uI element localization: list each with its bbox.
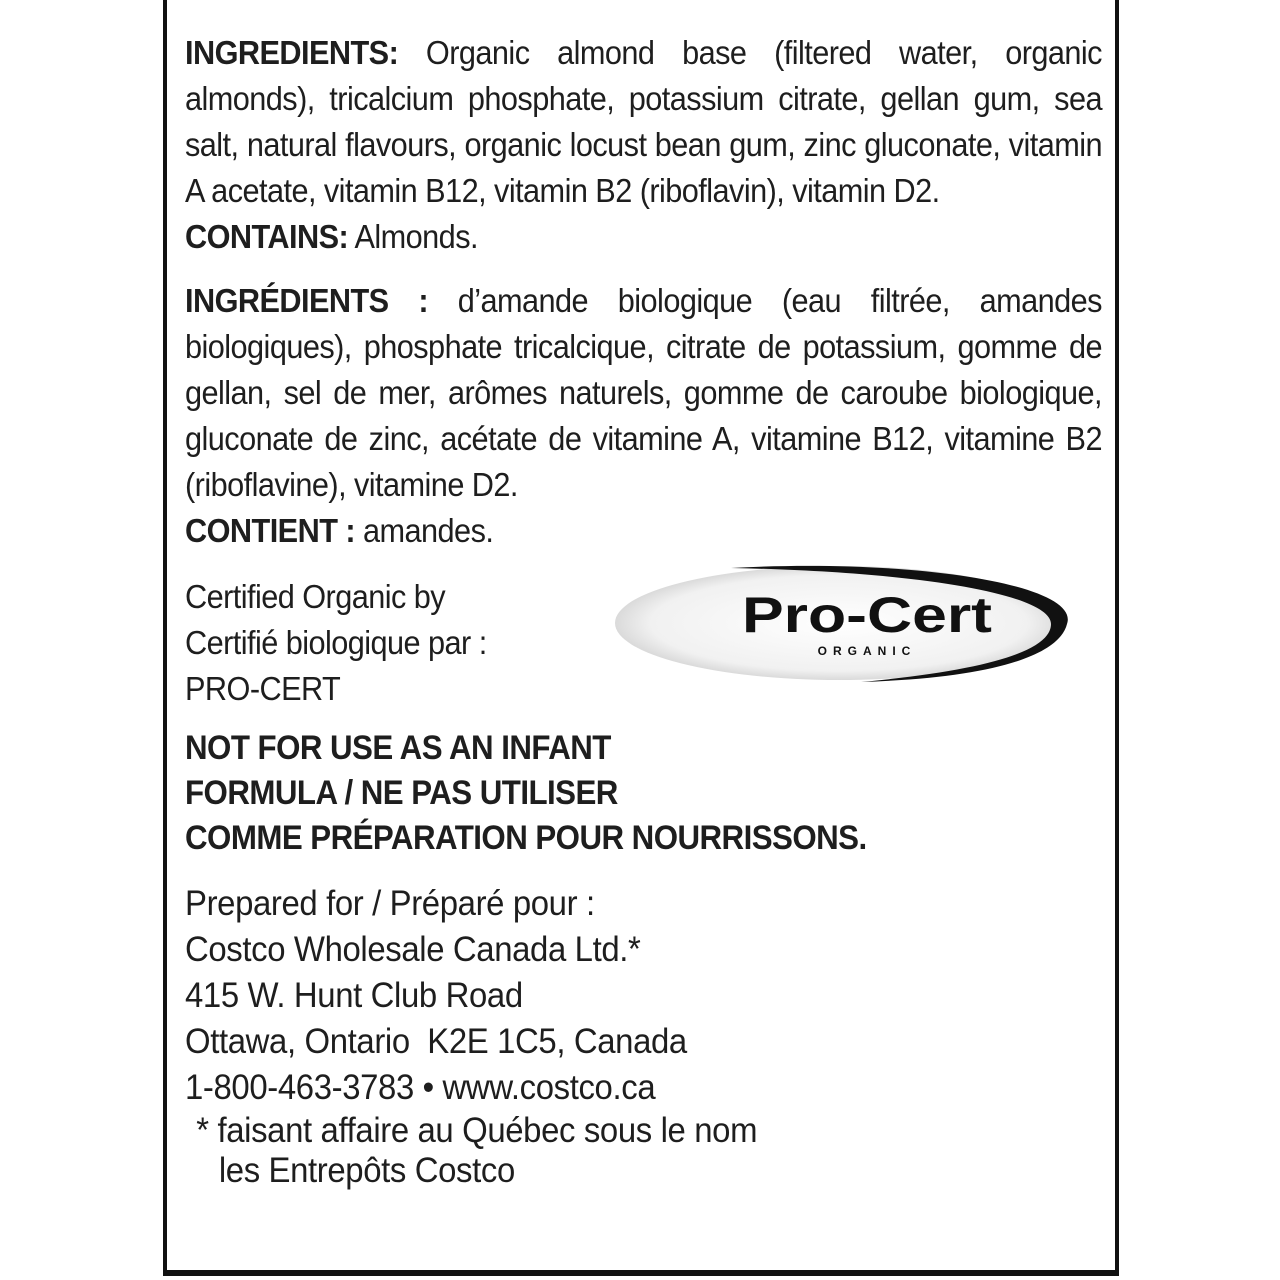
label-content xyxy=(185,30,1103,1191)
certification-block xyxy=(185,574,1103,724)
address-line-5: 1-800-463-3783 • www.costco.ca xyxy=(185,1068,656,1107)
footnote-line-1: * faisant affaire au Québec sous le nom xyxy=(196,1111,758,1150)
ingredients-heading-fr: INGRÉDIENTS : xyxy=(185,282,428,319)
ingredients-text-en: Organic almond base (filtered water, organic almonds), tricalcium phosphate, potassium citrate, gellan gum, sea salt, natural flavours, organic locust bean gum, zinc gluconate, vitamin A acetate, vitamin B12, vitamin B2 (riboflavin), vitamin D2. xyxy=(185,34,1102,209)
address-line-3: 415 W. Hunt Club Road xyxy=(185,976,523,1015)
address-line-2: Costco Wholesale Canada Ltd.* xyxy=(185,930,641,969)
logo-subtext: ORGANIC xyxy=(817,644,917,658)
footnote-line-2: les Entrepôts Costco xyxy=(218,1151,515,1190)
distributor-address xyxy=(185,881,1031,1111)
contains-heading-fr: CONTIENT : xyxy=(185,512,356,549)
pro-cert-logo xyxy=(611,562,1071,684)
contains-french xyxy=(185,508,1102,554)
address-line-1: Prepared for / Préparé pour : xyxy=(185,884,595,923)
ingredients-heading-en: INGREDIENTS: xyxy=(185,34,399,71)
ingredients-french xyxy=(185,278,1102,508)
warning-line-2: FORMULA / NE PAS UTILISER xyxy=(185,774,618,812)
contains-text-en: Almonds. xyxy=(354,218,478,255)
infant-formula-warning xyxy=(185,726,1013,861)
warning-line-1: NOT FOR USE AS AN INFANT xyxy=(185,729,611,767)
contains-english xyxy=(185,214,1102,260)
contains-heading-en: CONTAINS: xyxy=(185,218,349,255)
warning-line-3: COMME PRÉPARATION POUR NOURRISSONS. xyxy=(185,819,867,857)
label-panel xyxy=(163,0,1119,1276)
contains-text-fr: amandes. xyxy=(363,512,494,549)
certification-line-2: Certifié biologique par : xyxy=(185,624,487,661)
certification-line-3: PRO-CERT xyxy=(185,670,341,707)
quebec-footnote xyxy=(185,1111,1031,1191)
certification-text xyxy=(185,574,650,712)
logo-wordmark: Pro-Cert xyxy=(742,587,993,643)
ingredients-english xyxy=(185,30,1102,214)
certification-line-1: Certified Organic by xyxy=(185,578,446,615)
ingredients-text-fr: d’amande biologique (eau filtrée, amandes biologiques), phosphate tricalcique, citrate de potassium, gomme de gellan, sel de mer, arômes naturels, gomme de caroube biologique, gluconate de zinc, acétate de vitamine A, vitamine B12, vitamine B2 (riboflavine), vitamine D2. xyxy=(185,282,1102,503)
address-line-4: Ottawa, Ontario K2E 1C5, Canada xyxy=(185,1022,687,1061)
